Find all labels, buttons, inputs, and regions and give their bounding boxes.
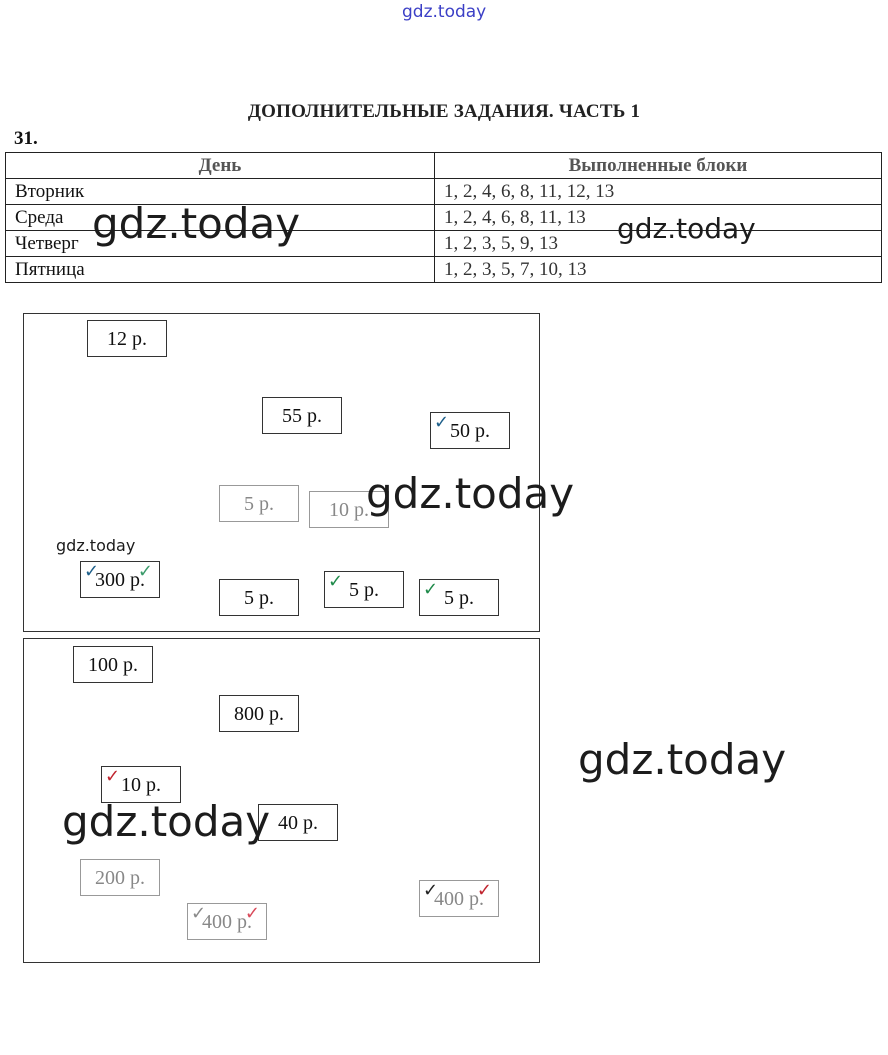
checkmark-icon: ✓ bbox=[84, 561, 100, 582]
price-label: 400 р. bbox=[434, 888, 484, 910]
price-tag bbox=[219, 579, 299, 616]
cell-blocks: 1, 2, 3, 5, 9, 13 bbox=[435, 231, 882, 257]
cell-day: Четверг bbox=[6, 231, 435, 257]
price-label: 5 р. bbox=[244, 587, 274, 609]
price-label: 12 р. bbox=[107, 328, 147, 350]
checkmark-icon: ✓ bbox=[328, 571, 344, 592]
price-tag bbox=[419, 880, 499, 917]
price-tag bbox=[324, 571, 404, 608]
cell-day: Вторник bbox=[6, 179, 435, 205]
table-header-row bbox=[6, 153, 882, 179]
price-label: 5 р. bbox=[244, 493, 274, 515]
checkmark-icon: ✓ bbox=[423, 880, 439, 901]
checkmark-icon: ✓ bbox=[191, 903, 207, 924]
price-tag bbox=[73, 646, 153, 683]
cell-blocks: 1, 2, 4, 6, 8, 11, 13 bbox=[435, 205, 882, 231]
cell-day: Среда bbox=[6, 205, 435, 231]
cell-day: Пятница bbox=[6, 257, 435, 283]
cell-blocks: 1, 2, 3, 5, 7, 10, 13 bbox=[435, 257, 882, 283]
price-tag bbox=[87, 320, 167, 357]
watermark: gdz.today bbox=[62, 797, 271, 846]
price-label: 55 р. bbox=[282, 405, 322, 427]
checkmark-icon: ✓ bbox=[423, 579, 439, 600]
header-blocks: Выполненные блоки bbox=[435, 153, 882, 179]
price-label: 5 р. bbox=[349, 579, 379, 601]
price-tag bbox=[187, 903, 267, 940]
price-tag bbox=[419, 579, 499, 616]
price-label: 10 р. bbox=[329, 499, 369, 521]
price-label: 5 р. bbox=[444, 587, 474, 609]
price-tag bbox=[219, 485, 299, 522]
checkmark-icon: ✓ bbox=[434, 412, 450, 433]
checkmark-icon: ✓ bbox=[244, 903, 260, 924]
price-label: 200 р. bbox=[95, 867, 145, 889]
header-day: День bbox=[6, 153, 435, 179]
checkmark-icon: ✓ bbox=[137, 561, 153, 582]
cell-blocks: 1, 2, 4, 6, 8, 11, 12, 13 bbox=[435, 179, 882, 205]
price-tag bbox=[80, 561, 160, 598]
price-tag bbox=[262, 397, 342, 434]
checkmark-icon: ✓ bbox=[105, 766, 121, 787]
watermark: gdz.today bbox=[578, 735, 787, 784]
table-row bbox=[6, 257, 882, 283]
checkmark-icon: ✓ bbox=[476, 880, 492, 901]
price-label: 100 р. bbox=[88, 654, 138, 676]
price-label: 400 р. bbox=[202, 911, 252, 933]
price-tag bbox=[80, 859, 160, 896]
document-title: ДОПОЛНИТЕЛЬНЫЕ ЗАДАНИЯ. ЧАСТЬ 1 bbox=[247, 101, 641, 122]
watermark: gdz.today bbox=[617, 212, 756, 245]
price-label: 300 р. bbox=[95, 569, 145, 591]
price-label: 10 р. bbox=[121, 774, 161, 796]
price-tag bbox=[430, 412, 510, 449]
price-label: 800 р. bbox=[234, 703, 284, 725]
price-tag bbox=[219, 695, 299, 732]
watermark: gdz.today bbox=[92, 199, 301, 248]
price-label: 50 р. bbox=[450, 420, 490, 442]
task-number: 31. bbox=[14, 128, 38, 149]
watermark: gdz.today bbox=[56, 536, 136, 555]
price-label: 40 р. bbox=[278, 812, 318, 834]
watermark-top: gdz.today bbox=[402, 2, 487, 22]
watermark: gdz.today bbox=[366, 469, 575, 518]
